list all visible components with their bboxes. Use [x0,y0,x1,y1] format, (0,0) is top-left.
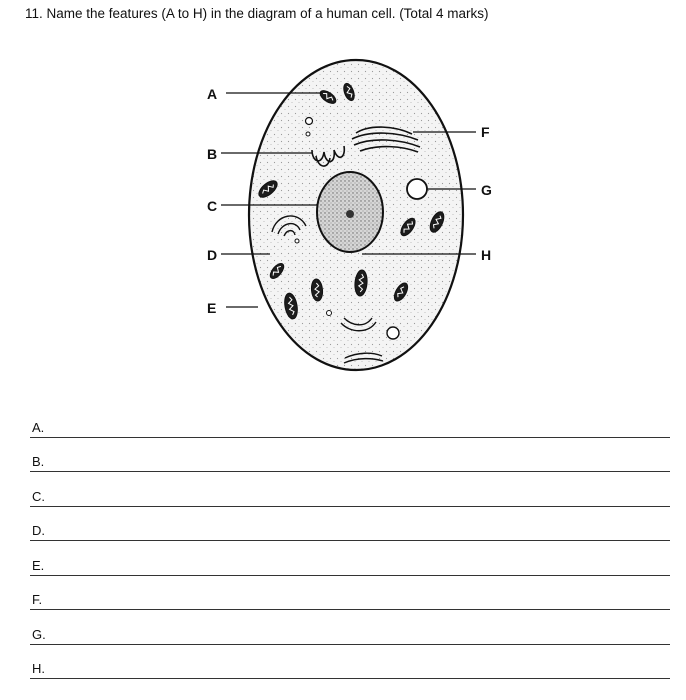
answer-row-a[interactable] [30,403,670,438]
answer-letter: E. [32,557,45,573]
answer-row-b[interactable] [30,438,670,473]
label-e: E [207,300,217,316]
answer-letter: B. [32,454,45,469]
label-f: F [481,124,490,140]
answer-row-d[interactable] [30,507,670,542]
vesicle [306,132,310,136]
lysosome [407,179,427,199]
label-a: A [207,86,218,102]
label-c: C [207,198,218,214]
label-d: D [207,247,218,263]
answer-letter: A. [32,419,45,435]
answer-row-f[interactable] [30,576,670,611]
answer-row-e[interactable] [30,541,670,576]
answer-row-c[interactable] [30,472,670,507]
question-text: 11. Name the features (A to H) in the diagram of a human cell. (Total 4 marks) [25,6,489,21]
vesicle [387,327,399,339]
answer-letter: D. [32,523,45,538]
answer-letter: G. [32,626,46,642]
nucleolus [346,210,354,218]
label-b: B [207,146,218,162]
label-g: G [481,182,492,198]
answer-letter: H. [32,661,45,676]
vesicle [306,118,313,125]
answer-letter: F. [32,592,43,607]
label-h: H [481,247,492,263]
answer-section [30,403,670,679]
answer-letter: C. [32,488,45,504]
answer-row-g[interactable] [30,610,670,645]
answer-row-h[interactable] [30,645,670,680]
answer-line [30,678,670,679]
vesicle [295,239,299,243]
vesicle [327,311,332,316]
